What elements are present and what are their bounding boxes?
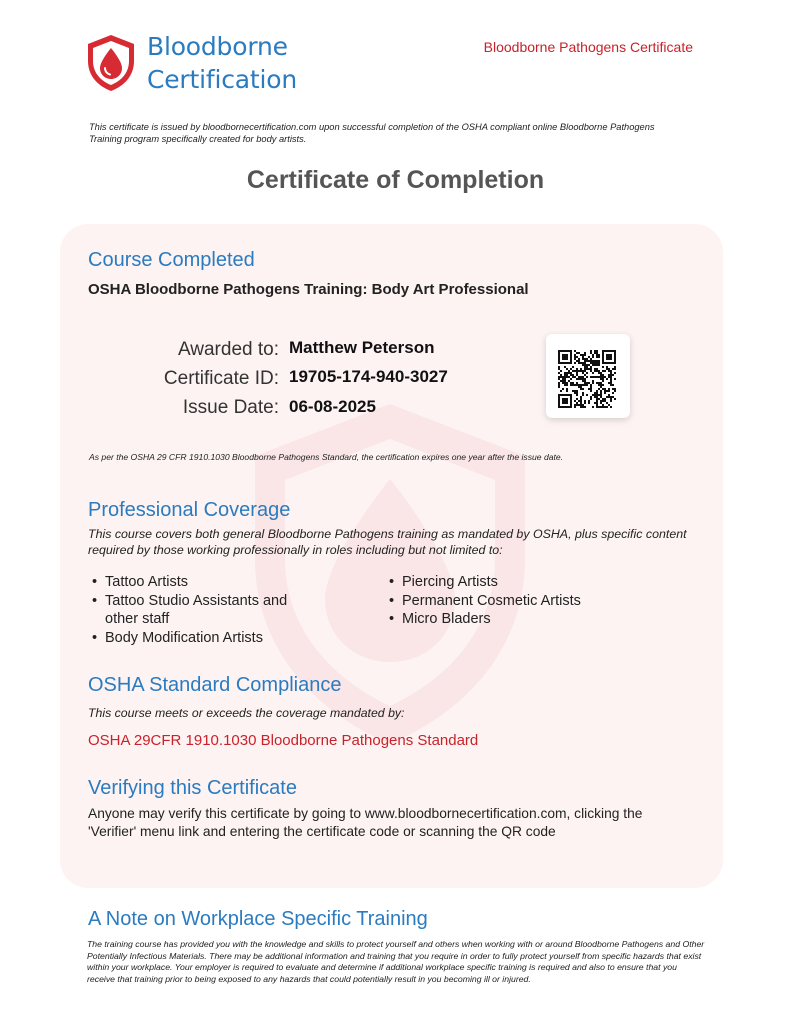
brand-logo (85, 33, 325, 95)
expiry-note: As per the OSHA 29 CFR 1910.1030 Bloodborne Pathogens Standard, the certification expires one year after the issue date. (89, 452, 564, 462)
qr-code-card[interactable] (546, 334, 630, 418)
certificate-id-label: Certificate ID: (163, 368, 279, 389)
certificate-id-value: 19705-174-940-3027 (289, 367, 448, 386)
logo-line-1: Bloodborne (147, 32, 288, 61)
logo-line-2: Certification (147, 65, 297, 94)
intro-text: This certificate is issued by bloodbornecertification.com upon successful completion of the OSHA compliant online Bloodborne Pathogens Training program specifically created for body artists. (89, 122, 655, 144)
awarded-to-label: Awarded to: (177, 339, 279, 360)
list-item: • Micro Bladers (387, 610, 617, 629)
coverage-intro: This course covers both general Bloodborne Pathogens training as mandated by OSHA, plus specific content required by those working professionally in roles including but not limited to: (88, 527, 687, 557)
certificate-type-label: Bloodborne Pathogens Certificate (483, 39, 693, 55)
page-title: Certificate of Completion (246, 166, 545, 194)
list-item: • Permanent Cosmetic Artists (387, 592, 617, 611)
issue-date-label: Issue Date: (182, 397, 279, 418)
verify-heading: Verifying this Certificate (88, 777, 297, 799)
compliance-heading: OSHA Standard Compliance (88, 674, 342, 696)
workplace-note-text: The training course has provided you with the knowledge and skills to protect yourself and others when working with or around Bloodborne Pathogens and Other Potentially Infectious Materials. There may be additional information and training that you require in order to fully protect yourself from specific hazards that exist within your workplace. Your employer is required to evaluate and determine if additional workplace specific training is required and also to ensure that you receive that training prior to being exposed to any hazards that could potentially result in you becoming ill or injured. (87, 939, 705, 984)
verify-text: Anyone may verify this certificate by going to www.bloodbornecertification.com, clicking the 'Verifier' menu link and entering the certificate code or scanning the QR code (88, 806, 643, 839)
awarded-to-value: Matthew Peterson (289, 338, 435, 357)
osha-standard: OSHA 29CFR 1910.1030 Bloodborne Pathogens Standard (88, 732, 479, 749)
course-name: OSHA Bloodborne Pathogens Training: Body Art Professional (88, 281, 529, 298)
logo-wordmark (147, 30, 297, 96)
list-item: • Piercing Artists (387, 573, 617, 592)
list-item: • Tattoo Studio Assistants and other staff (90, 592, 320, 629)
compliance-intro: This course meets or exceeds the coverage mandated by: (88, 706, 405, 720)
shield-blood-drop-icon (85, 33, 137, 93)
course-heading: Course Completed (88, 249, 255, 271)
coverage-list-left (90, 573, 320, 647)
list-item: • Tattoo Artists (90, 573, 320, 592)
coverage-list-right (387, 573, 617, 629)
coverage-heading: Professional Coverage (88, 499, 291, 521)
list-item: • Body Modification Artists (90, 629, 320, 648)
issue-date-value: 06-08-2025 (289, 397, 376, 416)
qr-code-icon (558, 350, 616, 408)
workplace-note-heading: A Note on Workplace Specific Training (88, 908, 428, 930)
